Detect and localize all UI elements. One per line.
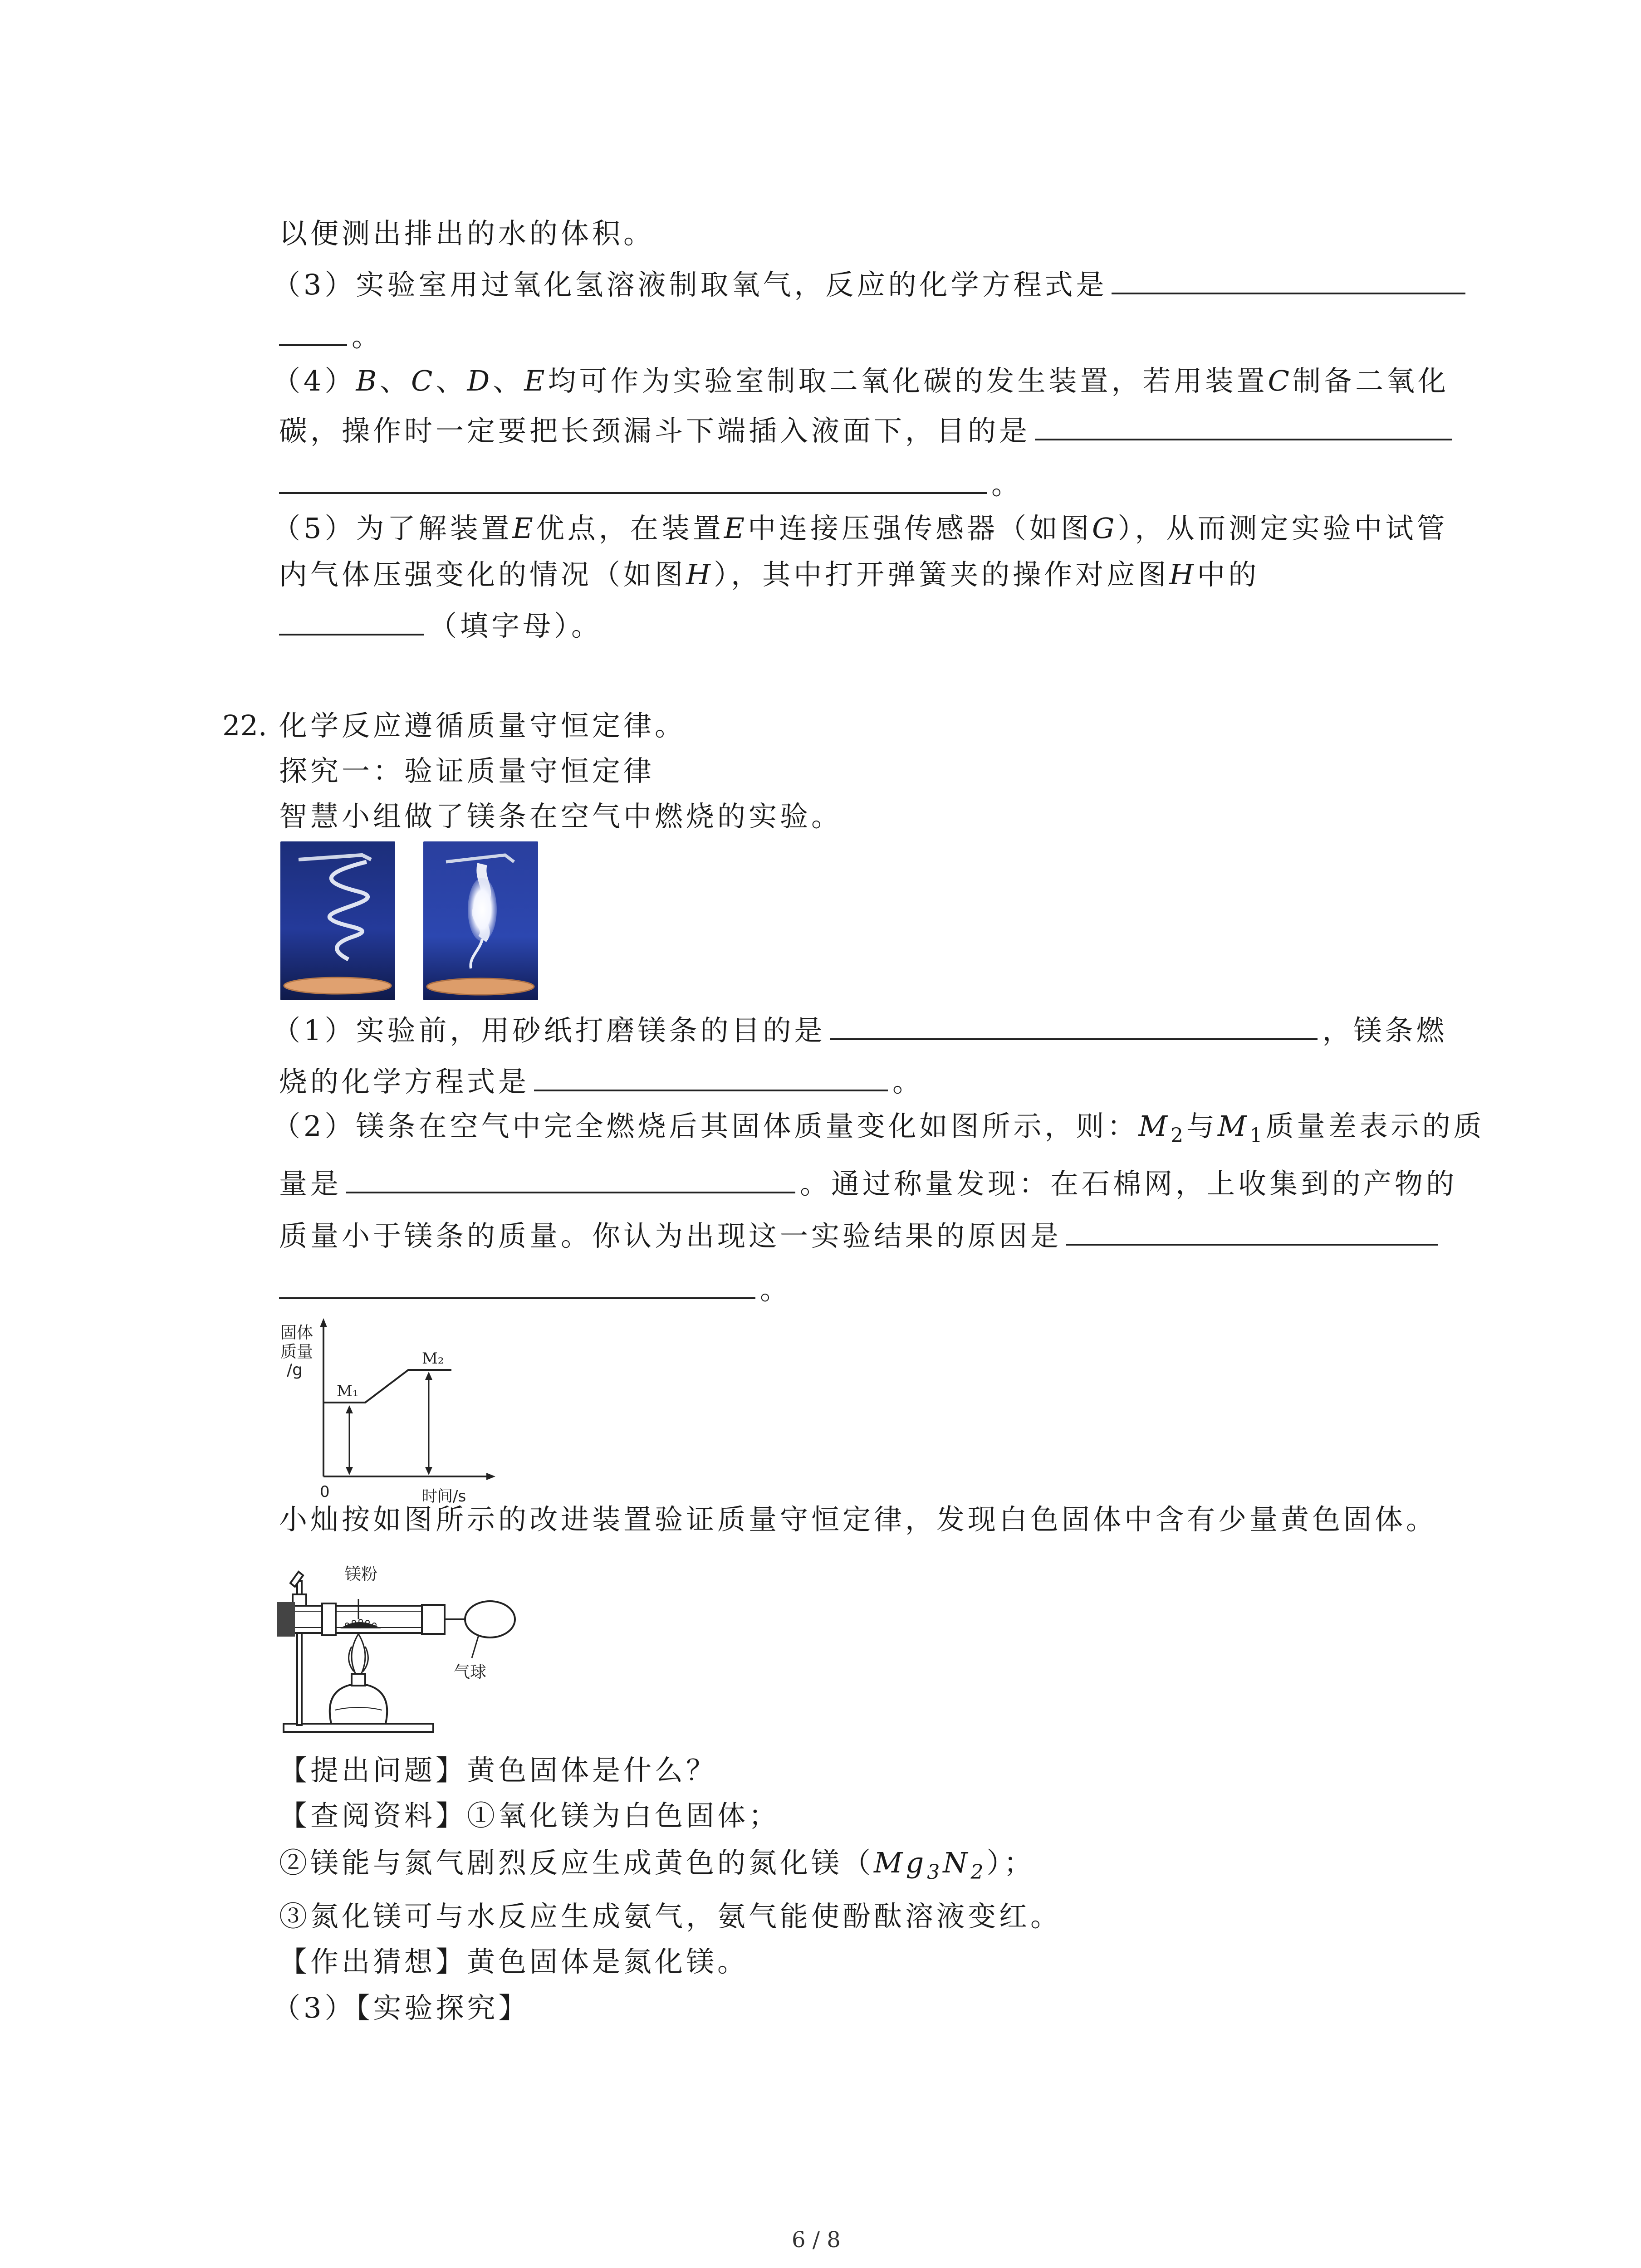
text-line xyxy=(272,1988,529,2028)
text: （4） xyxy=(272,364,356,397)
text: 、 xyxy=(380,364,411,397)
apparatus-svg xyxy=(272,1556,526,1746)
text: G xyxy=(1092,512,1118,545)
part-2-cont3 xyxy=(279,1269,791,1310)
answer-blank[interactable] xyxy=(1066,1216,1438,1246)
text: 中连接压强传感器（如图 xyxy=(748,512,1092,545)
text: 内气体压强变化的情况（如图 xyxy=(279,558,686,591)
text: M xyxy=(1217,1110,1250,1143)
y-label-1: 固体 xyxy=(280,1324,314,1342)
text: （5）为了解装置 xyxy=(272,512,513,545)
page-number: 6 / 8 xyxy=(792,2227,841,2253)
m2-label: M₂ xyxy=(422,1349,444,1368)
answer-blank[interactable] xyxy=(534,1061,888,1091)
stand-base xyxy=(284,1724,433,1732)
text: 碳，操作时一定要把长颈漏斗下端插入液面下，目的是 xyxy=(279,414,1031,447)
text: 、 xyxy=(493,364,524,397)
subscript: 2 xyxy=(970,1861,987,1884)
text: （3）【实验探究】 xyxy=(272,1991,530,2024)
question-5-cont xyxy=(279,554,1259,595)
arrow-up-icon xyxy=(425,1372,432,1380)
text: M xyxy=(1138,1110,1171,1143)
text: H xyxy=(1169,558,1197,591)
question-4-cont xyxy=(279,411,1457,451)
mass-time-graph xyxy=(272,1315,499,1506)
part-1 xyxy=(272,1010,1447,1051)
text: 。 xyxy=(991,468,1023,501)
text: 【查阅资料】①氧化镁为白色固体； xyxy=(279,1799,780,1832)
answer-blank[interactable] xyxy=(279,1269,755,1299)
text: （3）实验室用过氧化氢溶液制取氧气，反应的化学方程式是 xyxy=(272,268,1107,301)
text: ），从而测定实验中试管 xyxy=(1117,512,1448,545)
text: 烧的化学方程式是 xyxy=(279,1065,530,1098)
question-4-cont2 xyxy=(279,464,1023,505)
stopper-left xyxy=(277,1602,295,1637)
text: （填字母）。 xyxy=(429,609,603,642)
magnesium-coil-photo xyxy=(280,841,395,1000)
question-3 xyxy=(272,264,1470,305)
part-2-cont2 xyxy=(279,1216,1443,1256)
text: C xyxy=(411,364,436,397)
question-number: 22. xyxy=(222,709,267,742)
part-1-cont xyxy=(279,1061,924,1102)
answer-blank[interactable] xyxy=(346,1163,795,1193)
text: 质量小于镁条的质量。你认为出现这一实验结果的原因是 xyxy=(279,1219,1062,1252)
text: E xyxy=(524,364,548,397)
y-axis-arrow-icon xyxy=(320,1318,327,1327)
balloon-icon xyxy=(465,1601,515,1637)
x-axis-arrow-icon xyxy=(486,1473,495,1480)
text: （2）镁条在空气中完全燃烧后其固体质量变化如图所示，则： xyxy=(272,1110,1139,1143)
text-line xyxy=(279,1896,1062,1937)
answer-blank[interactable] xyxy=(279,316,347,346)
text: 【作出猜想】黄色固体是氮化镁。 xyxy=(279,1945,749,1978)
flame-icon xyxy=(352,1634,365,1679)
mass-time-graph-svg xyxy=(272,1315,499,1506)
y-label-3: /g xyxy=(287,1361,303,1379)
text: 中的 xyxy=(1197,558,1260,591)
text: ，镁条燃 xyxy=(1322,1014,1448,1047)
text: D xyxy=(467,364,493,397)
magnesium-coil-image xyxy=(280,841,395,1000)
label-balloon: 气球 xyxy=(454,1663,487,1681)
text: 。 xyxy=(352,320,383,353)
text: 均可作为实验室制取二氧化碳的发生装置，若用装置 xyxy=(548,364,1268,397)
arrow-down-icon xyxy=(346,1467,353,1475)
answer-blank[interactable] xyxy=(1112,264,1465,294)
question-5-cont2 xyxy=(279,606,603,646)
question-4 xyxy=(272,361,1449,401)
text: ）； xyxy=(986,1846,1035,1879)
arrow-down-icon xyxy=(425,1467,432,1475)
tube-clamp xyxy=(322,1603,336,1635)
part-2-cont xyxy=(279,1163,1457,1204)
text: ），其中打开弹簧夹的操作对应图 xyxy=(714,558,1170,591)
subscript: 2 xyxy=(1170,1124,1186,1147)
text: 质量差表示的质 xyxy=(1265,1110,1485,1143)
subscript: 1 xyxy=(1249,1124,1266,1147)
text-line xyxy=(279,213,655,254)
text-line xyxy=(279,1843,1035,1893)
question-3-cont xyxy=(279,316,383,357)
magnesium-burning-photo xyxy=(423,841,538,1000)
text: Mg xyxy=(874,1846,927,1879)
text: H xyxy=(686,558,714,591)
text-line xyxy=(279,1750,717,1791)
magnesium-burning-image xyxy=(423,841,538,1000)
text-line xyxy=(279,1941,749,1982)
y-label-2: 质量 xyxy=(280,1343,314,1361)
text: C xyxy=(1268,364,1293,397)
text: 探究一：验证质量守恒定律 xyxy=(279,754,655,787)
text: 【提出问题】黄色固体是什么？ xyxy=(279,1754,718,1787)
text: 。 xyxy=(760,1273,792,1306)
label-magnesium: 镁粉 xyxy=(345,1565,378,1584)
text: ②镁能与氮气剧烈反应生成黄色的氮化镁（ xyxy=(279,1846,874,1879)
lamp-neck xyxy=(352,1674,365,1686)
text: 优点，在装置 xyxy=(536,512,724,545)
text: ③氮化镁可与水反应生成氨气，氨气能使酚酞溶液变红。 xyxy=(279,1900,1062,1933)
text: 。 xyxy=(892,1065,924,1098)
text: 与 xyxy=(1186,1110,1218,1143)
text: 化学反应遵循质量守恒定律。 xyxy=(279,709,686,742)
apparatus-figure xyxy=(272,1556,526,1746)
arrow-up-icon xyxy=(346,1405,353,1413)
text: 量是 xyxy=(279,1167,342,1200)
text: E xyxy=(512,512,536,545)
answer-blank[interactable] xyxy=(1035,411,1452,440)
text: 。通过称量发现：在石棉网，上收集到的产物的 xyxy=(800,1167,1458,1200)
question-22-title xyxy=(279,705,686,746)
text-line xyxy=(279,1795,780,1836)
text: （1）实验前，用砂纸打磨镁条的目的是 xyxy=(272,1014,826,1047)
alcohol-lamp xyxy=(330,1685,387,1724)
glass-tube xyxy=(286,1606,445,1633)
subscript: 3 xyxy=(927,1861,943,1884)
m1-label: M₁ xyxy=(337,1382,359,1400)
text-line xyxy=(279,1499,1437,1540)
answer-blank[interactable] xyxy=(279,606,424,635)
stopper-right xyxy=(422,1605,445,1634)
question-5 xyxy=(272,508,1448,549)
text: 制备二氧化 xyxy=(1292,364,1449,397)
text: E xyxy=(724,512,748,545)
label-leader xyxy=(472,1635,479,1658)
text: 小灿按如图所示的改进装置验证质量守恒定律，发现白色固体中含有少量黄色固体。 xyxy=(279,1503,1438,1536)
answer-blank[interactable] xyxy=(830,1010,1318,1040)
explore-heading xyxy=(279,751,655,792)
text: B xyxy=(356,364,380,397)
origin-label: 0 xyxy=(320,1483,330,1501)
text: 智慧小组做了镁条在空气中燃烧的实验。 xyxy=(279,800,843,833)
answer-blank[interactable] xyxy=(279,464,987,494)
text: 、 xyxy=(436,364,467,397)
part-2 xyxy=(272,1106,1484,1156)
text-line xyxy=(279,796,843,837)
text: N xyxy=(943,1846,971,1879)
text: 以便测出排出的水的体积。 xyxy=(279,217,655,250)
x-label: 时间/s xyxy=(422,1487,466,1505)
